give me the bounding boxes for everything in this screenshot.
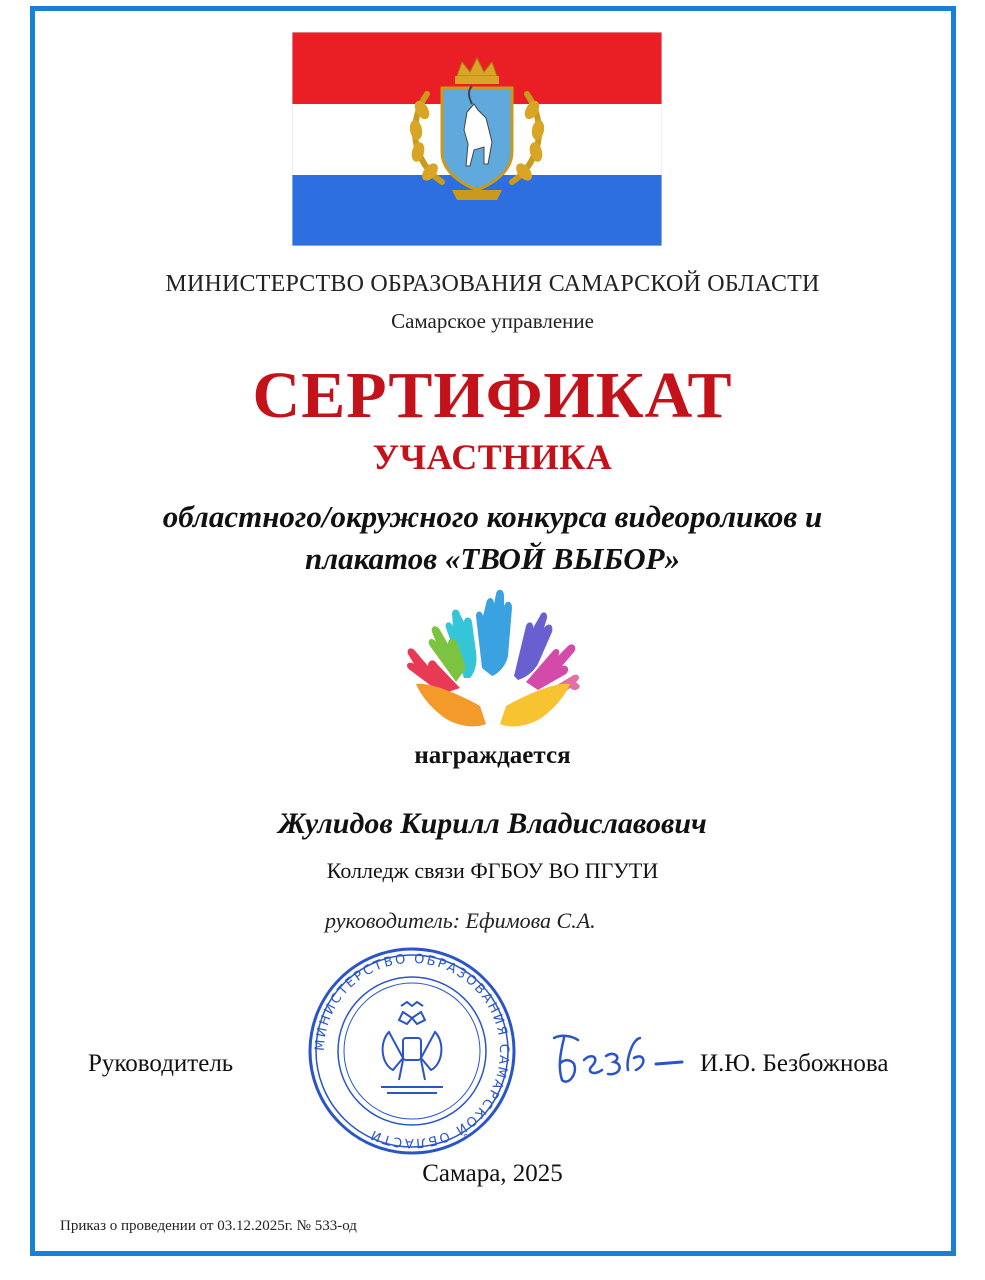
certificate-title: СЕРТИФИКАТ bbox=[252, 359, 733, 432]
colorful-hands-logo-icon bbox=[402, 586, 582, 736]
contest-line-1: областного/окружного конкурса видеороликов и bbox=[162, 499, 823, 534]
stamp-text: МИНИСТЕРСТВО ОБРАЗОВАНИЯ САМАРСКОЙ ОБЛАСТИ bbox=[312, 951, 512, 1151]
signatory-role: Руководитель bbox=[88, 1050, 234, 1077]
recipient-name: Жулидов Кирилл Владиславович bbox=[278, 807, 707, 840]
signatory-name: И.Ю. Безбожнова bbox=[700, 1050, 889, 1077]
samara-flag-icon bbox=[292, 32, 662, 246]
supervisor-name: руководитель: Ефимова С.А. bbox=[325, 908, 596, 933]
official-seal-stamp-icon bbox=[303, 946, 521, 1156]
recipient-organization: Колледж связи ФГБОУ ВО ПГУТИ bbox=[326, 858, 659, 883]
awarded-label: награждается bbox=[414, 742, 571, 769]
certificate-subtitle: УЧАСТНИКА bbox=[372, 437, 613, 477]
svg-text:МИНИСТЕРСТВО ОБРАЗОВАНИЯ САМАР bbox=[313, 952, 511, 1150]
contest-line-2: плакатов «ТВОЙ ВЫБОР» bbox=[304, 541, 681, 576]
handwritten-signature-icon bbox=[548, 1030, 688, 1090]
order-note: Приказ о проведении от 03.12.2025г. № 533-од bbox=[60, 1218, 357, 1234]
department-name: Самарское управление bbox=[391, 309, 594, 333]
place-year: Самара, 2025 bbox=[422, 1160, 563, 1187]
ministry-name: МИНИСТЕРСТВО ОБРАЗОВАНИЯ САМАРСКОЙ ОБЛАСТИ bbox=[165, 271, 820, 297]
